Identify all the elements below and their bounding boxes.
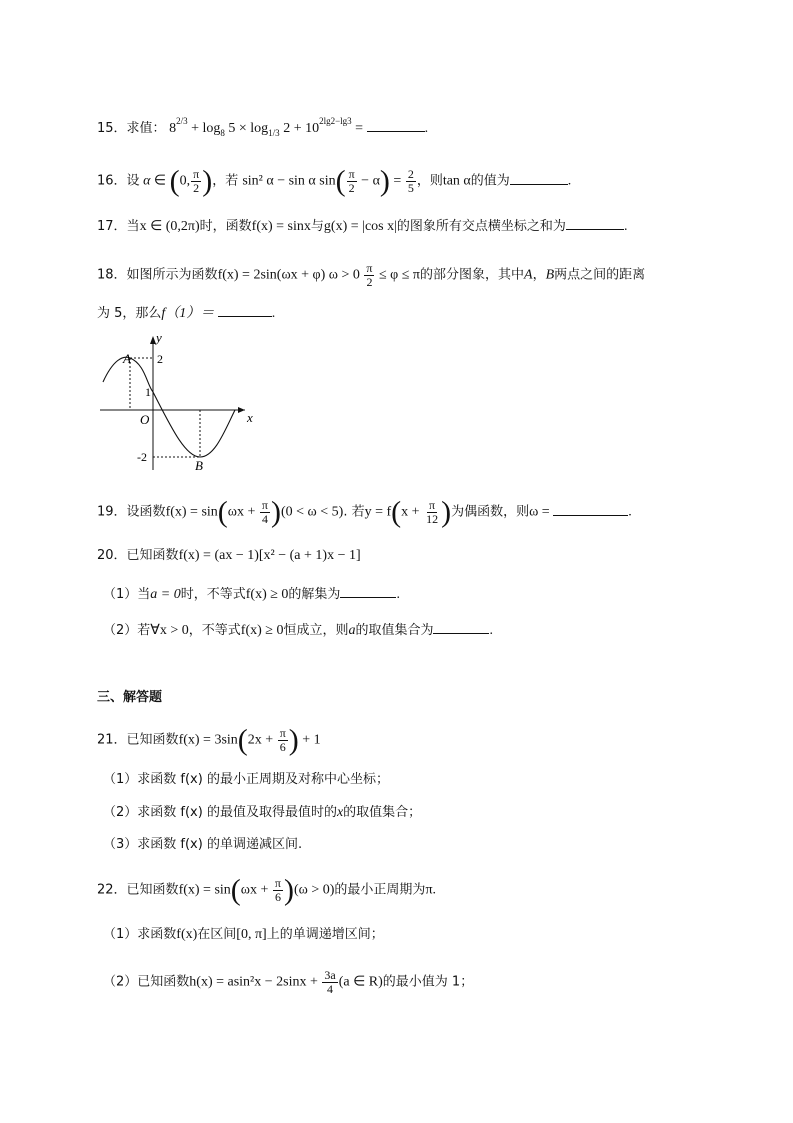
question-19: 19．设函数f(x) = sin(ωx + $\frac{\pi}{4}$ )(0 < ω < 5). 若y = f(x + $\frac{\pi}{12}$ )为偶函数，则ω = .	[97, 495, 632, 529]
point-b-label: B	[195, 458, 203, 473]
question-number: 15．	[97, 121, 127, 136]
answer-blank[interactable]	[510, 170, 568, 185]
answer-blank[interactable]	[218, 302, 272, 317]
sine-graph	[95, 330, 265, 475]
question-16: 16．设 α ∈ (0, $\frac{\pi}{2}$ )，若 sin² α − sin α sin( $\frac{\pi}{2}$ − α) = $\frac{2}{5}$ ，则tan α的值为 .	[97, 164, 572, 198]
tick-neg2: -2	[137, 450, 147, 464]
question-22-part-1: （1）求函数f(x)在区间[0, π]上的单调递增区间；	[103, 927, 384, 942]
tick-2: 2	[157, 352, 163, 366]
answer-blank[interactable]	[433, 619, 489, 634]
question-22: 22．已知函数f(x) = sin(ωx + $\frac{\pi}{6}$ )(ω > 0)的最小正周期为π.	[97, 873, 437, 907]
y-label: y	[156, 330, 162, 345]
question-15: 15．求值： $8^{2/3} + \log_8 5 \times \log_{1/3} 2 + 10^{2lg2-lg3}$ = .	[97, 116, 429, 138]
question-21-part-3: （3）求函数 f(x) 的单调递减区间.	[103, 837, 303, 852]
sine-curve	[103, 357, 235, 457]
question-20: 20．已知函数f(x) = (ax − 1)[x² − (a + 1)x − 1]	[97, 548, 361, 563]
question-21: 21．已知函数f(x) = 3sin(2x + $\frac{\pi}{6}$ ) + 1	[97, 723, 321, 757]
question-21-part-2: （2）求函数 f(x) 的最值及取得最值时的x的取值集合；	[103, 805, 422, 820]
answer-blank[interactable]	[367, 117, 425, 132]
question-20-part-1: （1）当a = 0时，不等式f(x) ≥ 0的解集为 .	[103, 583, 400, 605]
answer-blank[interactable]	[340, 583, 396, 598]
answer-blank[interactable]	[553, 501, 628, 516]
tick-1: 1	[145, 385, 151, 399]
x-label: x	[247, 410, 253, 425]
question-18: 18．如图所示为函数f(x) = 2sin(ωx + φ) ω > 0 $\frac{\pi}{2}$ ≤ φ ≤ π的部分图象，其中A，B两点之间的距离	[97, 261, 646, 289]
question-17: 17．当x ∈ (0,2π)时，函数f(x) = sinx与g(x) = |cos x|的图象所有交点横坐标之和为 .	[97, 215, 627, 237]
answer-blank[interactable]	[566, 215, 624, 230]
section-heading: 三、解答题	[97, 690, 163, 705]
question-21-part-1: （1）求函数 f(x) 的最小正周期及对称中心坐标；	[103, 772, 389, 787]
question-20-part-2: （2）若∀x > 0，不等式f(x) ≥ 0恒成立，则a的取值集合为 .	[103, 619, 493, 641]
expression: $8^{2/3} + \log_8 5 \times \log_{1/3} 2 + 10^{2lg2-lg3}$ =	[169, 116, 367, 138]
question-22-part-2: （2）已知函数h(x) = asin²x − 2sinx + $\frac{3a}{4}$ (a ∈ R)的最小值为 1；	[103, 968, 474, 996]
question-18-line2: 为 5，那么f（1）＝ .	[97, 302, 275, 324]
origin-label: O	[140, 412, 150, 427]
point-a-label: A	[123, 351, 131, 366]
